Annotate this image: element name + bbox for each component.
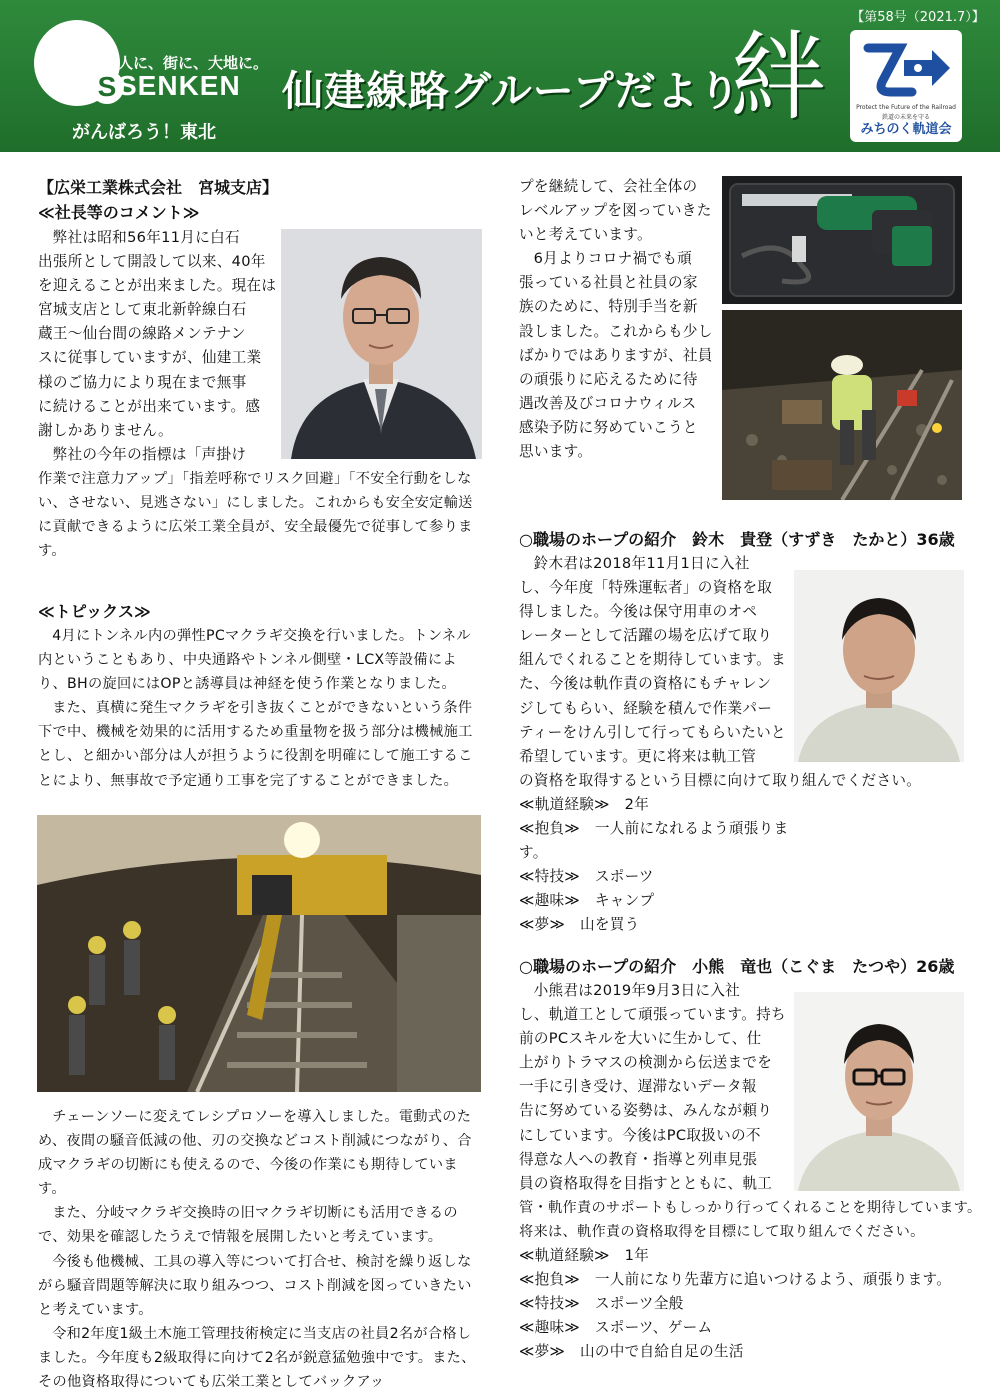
hope2-line: にしています。今後はPC取扱いの不 bbox=[519, 1126, 761, 1144]
hope1-line: 鈴木君は2018年11月1日に入社 bbox=[533, 555, 750, 572]
association-tagline: Protect the Future of the Railroad bbox=[856, 104, 956, 111]
corona-line: 族のために、特別手当を新 bbox=[519, 298, 698, 316]
hope1-line: 組んでくれることを期待しています。ま bbox=[519, 651, 786, 669]
reciprocating-saw-photo bbox=[722, 176, 962, 304]
hope1-text bbox=[519, 552, 922, 938]
comment-heading: ≪社長等のコメント≫ bbox=[38, 203, 200, 222]
hope2-heading: ○職場のホープの紹介 小熊 竜也（こぐま たつや）26歳 bbox=[519, 957, 955, 976]
corona-line: 思います。 bbox=[519, 443, 593, 461]
hope2-line: し、軌道工として頑張っています。持ち bbox=[519, 1006, 786, 1024]
hope1-skill: ≪特技≫ スポーツ bbox=[519, 868, 654, 886]
association-name: みちのく軌道会 bbox=[860, 122, 952, 137]
comment-line: を迎えることが出来ました。現在は bbox=[38, 277, 277, 295]
continuation-line: プを継続して、会社全体の bbox=[519, 178, 698, 195]
hope2-line: 管・軌作責のサポートもしっかり行ってくれることを期待しています。 bbox=[519, 1199, 982, 1216]
comment-paragraph-2-text: 作業で注意力アップ」「指差呼称でリスク回避」「不安全行動をしない、させない、見逃さない」にしました。これからも安全安定輸送に貢献できるように広栄工業全員が、安全最優先で従事して参ります。 bbox=[38, 471, 473, 560]
hope2-experience: ≪軌道経験≫ 1年 bbox=[519, 1247, 650, 1265]
topics-paragraph-2: また、真横に発生マクラギを引き抜くことができないという条件下で中、機械を効果的に活用するため重量物を扱う部分は機械施工とし、と細かい部分は人が担うように役割を明確にして施工することにより、無事故で予定通り工事を完了することができました。 bbox=[38, 700, 473, 789]
hope1-hobby: ≪趣味≫ キャンプ bbox=[519, 892, 655, 910]
comment-line: 宮城支店として東北新幹線白石 bbox=[38, 301, 247, 319]
hope2-skill: ≪特技≫ スポーツ全般 bbox=[519, 1295, 684, 1313]
suzuki-photo bbox=[794, 570, 964, 762]
corona-line: 遇改善及びコロナウィルス bbox=[519, 394, 697, 412]
hope1-experience: ≪軌道経験≫ 2年 bbox=[519, 795, 650, 813]
hope2-line: 一手に引き受け、遅滞ないデータ報 bbox=[519, 1078, 757, 1096]
night-track-work-photo bbox=[722, 310, 962, 500]
hope2-line: 告に努めている姿勢は、みんなが頼り bbox=[519, 1102, 773, 1120]
hope1-heading: ○職場のホープの紹介 鈴木 貴登（すずき たかと）36歳 bbox=[519, 530, 955, 549]
comment-line: スに従事していますが、仙建工業 bbox=[38, 349, 262, 367]
hope2-dream: ≪夢≫ 山の中で自給自足の生活 bbox=[519, 1343, 744, 1361]
hope2-line: 将来は、軌作責の資格取得を目標にして取り組んでください。 bbox=[519, 1223, 925, 1240]
hope1-line: し、今年度「特殊運転者」の資格を取 bbox=[519, 579, 773, 597]
comment-line: 出張所として開設して以来、40年 bbox=[38, 253, 266, 271]
slogan: 人に、街に、大地に。 bbox=[118, 54, 269, 72]
bottom-paragraph-3: 今後も他機械、工具の導入等について打合せ、検討を繰り返しながら騒音問題等解決に取り組みつつ、コスト削減を図っていきたいと考えています。 bbox=[38, 1253, 472, 1318]
kizuna-calligraphy: 絆 bbox=[730, 21, 826, 133]
hope2-line: 前のPCスキルを大いに生かして、仕 bbox=[519, 1030, 762, 1048]
hope1-dream: ≪夢≫ 山を買う bbox=[519, 916, 640, 934]
hope2-line: 上がりトラマスの検測から伝送までを bbox=[519, 1054, 773, 1072]
topics-paragraph-1: 4月にトンネル内の弾性PCマクラギ交換を行いました。トンネル内ということもあり、中央通路やトンネル側壁・LCX等設備により、BHの旋回にはOPと誘導員は神経を使う作業となりました。 bbox=[38, 628, 471, 693]
continuation-line: レベルアップを図っていきた bbox=[519, 202, 712, 220]
bottom-paragraph-1: チェーンソーに変えてレシプロソーを導入しました。電動式のため、夜間の騒音低減の他、刃の交換などコスト削減につながり、合成マクラギの切断にも使えるので、今後の作業にも期待しています。 bbox=[38, 1109, 472, 1198]
hope2-ambition: ≪抱負≫ 一人前になり先輩方に追いつけるよう、頑張ります。 bbox=[519, 1271, 952, 1289]
comment-line: 弊社の今年の指標は「声掛け bbox=[52, 445, 247, 463]
hope1-line: レーターとして活躍の場を広げて取り bbox=[519, 627, 773, 645]
topics-text bbox=[38, 624, 484, 793]
hope2-line: 小熊君は2019年9月3日に入社 bbox=[533, 982, 741, 999]
hope1-ambition: ≪抱負≫ 一人前になれるよう頑張ります。 bbox=[519, 820, 789, 862]
hope1-line: ティーをけん引して行ってもらいたいと bbox=[519, 723, 786, 741]
comment-line: に続けることが出来ています。感 bbox=[38, 397, 261, 415]
hope2-hobby: ≪趣味≫ スポーツ、ゲーム bbox=[519, 1319, 713, 1337]
association-logo bbox=[850, 30, 962, 142]
comment-line: 謝しかありません。 bbox=[38, 421, 173, 439]
tunnel-work-photo bbox=[37, 815, 481, 1092]
comment-line: 蔵王～仙台間の線路メンテナン bbox=[38, 325, 246, 343]
company-heading: 【広栄工業株式会社 宮城支店】 bbox=[38, 178, 279, 197]
hope1-line: た、今後は軌作責の資格にもチャレン bbox=[519, 675, 772, 693]
hope1-line: 希望しています。更に将来は軌工管 bbox=[519, 747, 757, 765]
hope1-line: 得しました。今後は保守用車のオペ bbox=[519, 603, 758, 621]
issue-number: 【第58号（2021.7）】 bbox=[851, 10, 985, 25]
hope2-text bbox=[519, 979, 982, 1365]
bottom-paragraph-4: 令和2年度1級土木施工管理技術検定に当支店の社員2名が合格しました。今年度も2級取得に向けて2名が鋭意猛勉強中です。また、その他資格取得についても広栄工業としてバックアッ bbox=[38, 1325, 476, 1391]
hope1-line: の資格を取得するという目標に向けて取り組んでください。 bbox=[519, 771, 922, 789]
association-small-text: 鉄道の未来を守る bbox=[881, 114, 930, 121]
comment-paragraph-1 bbox=[38, 226, 278, 467]
comment-line: 弊社は昭和56年11月に白石 bbox=[52, 229, 240, 246]
senken-logo-letter: S bbox=[90, 70, 124, 104]
hope1-line: ジしてもらい、経験を積んで作業パー bbox=[519, 699, 773, 717]
corona-line: 張っている社員と社員の家 bbox=[519, 274, 698, 292]
corona-line: 6月よりコロナ禍でも頑 bbox=[533, 250, 693, 268]
association-mark-icon bbox=[860, 38, 952, 98]
continuation-text bbox=[519, 175, 719, 464]
koguma-photo bbox=[794, 992, 964, 1191]
corona-line: の頑張りに応えるために待 bbox=[519, 370, 698, 388]
comment-line: 様のご協力により現在まで無事 bbox=[38, 373, 247, 391]
brand-name: SENKEN bbox=[118, 70, 241, 101]
masthead bbox=[0, 0, 1000, 152]
corona-line: 感染予防に努めていこうと bbox=[519, 418, 698, 436]
topics-heading: ≪トピックス≫ bbox=[38, 602, 151, 621]
bottom-paragraph-2: また、分岐マクラギ交換時の旧マクラギ切断にも活用できるので、効果を確認したうえで情報を展開したいと考えています。 bbox=[38, 1205, 458, 1246]
cheer-text: がんばろう！東北 bbox=[72, 122, 216, 143]
corona-line: 設しました。これからも少し bbox=[519, 322, 713, 340]
hope2-line: 員の資格取得を目指すとともに、軌工 bbox=[519, 1174, 773, 1192]
comment-paragraph-2 bbox=[38, 467, 484, 563]
bottom-text bbox=[38, 1105, 484, 1394]
corona-line: ばかりではありますが、社員 bbox=[519, 346, 713, 364]
president-photo bbox=[281, 229, 482, 459]
newsletter-title: 仙建線路グループだより bbox=[282, 67, 741, 115]
hope2-line: 得意な人への教育・指導と列車見張 bbox=[519, 1150, 758, 1168]
continuation-line: いと考えています。 bbox=[519, 226, 652, 244]
